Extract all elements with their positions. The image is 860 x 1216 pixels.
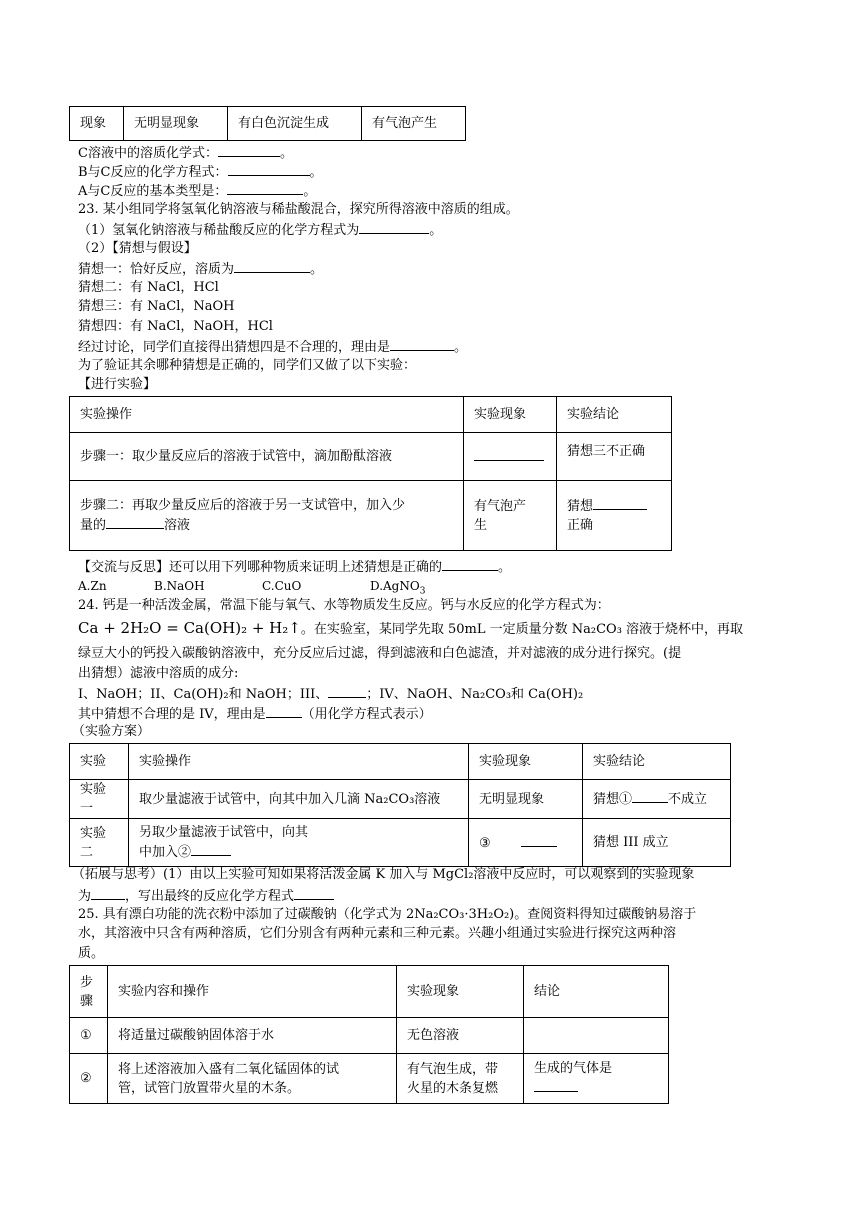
text: ，写出最终的反应化学方程式 <box>125 889 295 904</box>
q23-verify: 为了验证其余哪种猜想是正确的，同学们又做了以下实验： <box>78 358 417 373</box>
table-header <box>70 966 108 1018</box>
q24-line-6 <box>78 704 432 724</box>
table-cell: 无明显现象 <box>124 107 228 141</box>
text: 不成立 <box>668 792 708 807</box>
text: 。 <box>310 262 324 277</box>
text: 经过讨论，同学们直接得出猜想四是不合理的，理由是 <box>78 340 391 355</box>
text: （1）氢氧化钠溶液与稀盐酸反应的化学方程式为 <box>78 223 360 238</box>
text: 猜想① <box>593 792 633 807</box>
text: 猜想 <box>567 499 594 514</box>
table-cell <box>583 780 731 819</box>
text: 。 <box>279 146 293 161</box>
table-cell <box>70 481 464 551</box>
q24-line-4: 出猜想）滤液中溶质的成分: <box>78 666 239 681</box>
q23-part-1 <box>78 220 442 240</box>
table-header: 实验操作 <box>70 397 464 433</box>
table-cell: 有气泡产生 <box>362 107 466 141</box>
table-cell: 猜想三不正确 <box>557 433 672 481</box>
answer-blank[interactable] <box>359 220 429 234</box>
text-line <box>139 842 458 862</box>
text: 有气泡产 <box>474 498 527 514</box>
answer-blank[interactable] <box>294 886 334 900</box>
table-header: 实验操作 <box>129 744 469 780</box>
table-cell <box>464 481 557 551</box>
answer-blank[interactable] <box>593 496 647 510</box>
option-b[interactable]: B.NaOH <box>154 579 205 593</box>
table-cell: 取少量滤液于试管中，向其中加入几滴 Na₂CO₃溶液 <box>129 780 469 819</box>
table-cell: 猜想 III 成立 <box>583 819 731 867</box>
q23-exp-title: 【进行实验】 <box>78 377 157 392</box>
table-cell <box>557 481 672 551</box>
text: 。 <box>429 223 443 238</box>
table-header: 实验现象 <box>464 397 557 433</box>
table-cell <box>129 819 469 867</box>
q24-equation-line <box>78 619 743 639</box>
table-header: 实验现象 <box>397 966 524 1018</box>
option-d[interactable] <box>370 579 426 597</box>
text: 将上述溶液加入盛有二氧化锰固体的试 <box>118 1061 340 1077</box>
text: 量的 <box>80 518 107 533</box>
table-header: 实验内容和操作 <box>108 966 397 1018</box>
table-cell <box>524 1054 669 1104</box>
text: （用化学方程式表示） <box>301 707 432 722</box>
table-cell <box>464 433 557 481</box>
table-header: 结论 <box>524 966 669 1018</box>
q24-scheme: （实验方案） <box>72 724 151 739</box>
text: 火星的木条复燃 <box>407 1080 499 1096</box>
text: 管，试管门放置带火星的木条。 <box>118 1080 301 1096</box>
text: 另取少量滤液于试管中，向其 <box>139 825 309 840</box>
table-cell <box>108 1054 397 1104</box>
text-line <box>567 496 661 516</box>
table-cell: 无明显现象 <box>469 780 583 819</box>
table-cell: ② <box>70 1054 108 1104</box>
answer-blank[interactable] <box>266 704 302 718</box>
table-cell: 将适量过碳酸钠固体溶于水 <box>108 1018 397 1054</box>
text: 。 <box>303 184 317 199</box>
answer-blank[interactable] <box>632 789 668 803</box>
q23-reflect <box>78 557 511 577</box>
q23-experiment-table <box>69 396 672 551</box>
guess-1 <box>78 259 323 279</box>
q22-line-1 <box>78 143 293 163</box>
text: D.AgNO <box>370 579 420 593</box>
option-a[interactable]: A.Zn <box>78 579 107 593</box>
text: 为 <box>78 889 92 904</box>
table-header: 实验结论 <box>583 744 731 780</box>
text: B与C反应的化学方程式： <box>78 165 228 180</box>
table-cell <box>524 1018 669 1054</box>
table-header: 实验现象 <box>469 744 583 780</box>
subscript: 3 <box>419 586 426 597</box>
answer-blank[interactable] <box>534 1078 578 1092</box>
table-cell: 有白色沉淀生成 <box>228 107 362 141</box>
table-cell: ① <box>70 1018 108 1054</box>
text: 有气泡生成，带 <box>407 1061 499 1077</box>
table-cell <box>469 819 583 867</box>
text: 。 <box>498 560 512 575</box>
answer-blank[interactable] <box>390 337 454 351</box>
q23-part-2: （2）【猜想与假设】 <box>78 241 197 256</box>
q25-line-1: 25. 具有漂白功能的洗衣粉中添加了过碳酸钠（化学式为 2Na₂CO₃·3H₂O₂)。查阅资料得知过碳酸钠易溶于 <box>78 907 697 922</box>
text: 溶液 <box>164 518 191 533</box>
answer-blank[interactable] <box>191 842 231 856</box>
text: 【交流与反思】还可以用下列哪种物质来证明上述猜想是正确的 <box>78 560 443 575</box>
text: 其中猜想不合理的是 IV，理由是 <box>78 707 266 722</box>
guess-2: 猜想二：有 NaCl，HCl <box>78 280 219 295</box>
q23-title: 23. 某小组同学将氢氧化钠溶液与稀盐酸混合，探究所得溶液中溶质的组成。 <box>78 202 519 217</box>
text-line <box>534 1078 658 1098</box>
option-c[interactable]: C.CuO <box>262 579 302 593</box>
text: 生 <box>474 517 488 533</box>
table-cell: 步骤一：取少量反应后的溶液于试管中，滴加酚酞溶液 <box>70 433 464 481</box>
q24-line-3: 绿豆大小的钙投入碳酸钠溶液中，充分反应后过滤，得到滤液和白色滤渣，并对滤液的成分进行探究。(提 <box>78 646 682 661</box>
answer-blank[interactable] <box>521 833 557 847</box>
text: A与C反应的基本类型是： <box>78 184 228 199</box>
answer-blank[interactable] <box>228 162 310 176</box>
equation: Ca + 2H₂O = Ca(OH)₂ + H₂↑ <box>78 619 301 637</box>
text: 骤 <box>80 993 94 1009</box>
answer-blank[interactable] <box>474 447 544 461</box>
answer-blank[interactable] <box>234 259 310 273</box>
text: ；IV、NaOH、Na₂CO₃和 Ca(OH)₂ <box>366 687 584 702</box>
q24-extension-2 <box>78 886 334 906</box>
text: 生成的气体是 <box>534 1061 613 1076</box>
answer-blank[interactable] <box>227 181 303 195</box>
guess-3: 猜想三：有 NaCl，NaOH <box>78 299 235 314</box>
table-cell: 现象 <box>70 107 124 141</box>
text: 步 <box>80 974 94 990</box>
answer-blank[interactable] <box>328 684 366 698</box>
q24-line-5 <box>78 684 583 704</box>
top-result-table <box>69 106 466 141</box>
answer-blank[interactable] <box>218 143 280 157</box>
q22-line-2 <box>78 162 323 182</box>
text: ③ <box>479 835 491 851</box>
q25-line-2: 水，其溶液中只含有两种溶质，它们分别含有两种元素和三种元素。兴趣小组通过实验进行探究这两种溶 <box>78 926 677 941</box>
q24-extension-1: （拓展与思考）(1）由以上实验可知如果将活泼金属 K 加入与 MgCl₂溶液中反应时，可以观察到的实验现象 <box>72 867 695 882</box>
table-cell: 无色溶液 <box>397 1018 524 1054</box>
answer-blank[interactable] <box>442 557 498 571</box>
table-cell <box>397 1054 524 1104</box>
table-cell: 实验一 <box>70 780 129 819</box>
guess-4: 猜想四：有 NaCl，NaOH，HCl <box>78 319 273 334</box>
answer-blank[interactable] <box>106 515 164 529</box>
q23-reason <box>78 337 467 357</box>
text: 步骤二：再取少量反应后的溶液于另一支试管中，加入少 <box>80 498 406 513</box>
q25-line-3: 质。 <box>78 946 105 961</box>
q24-intro: 24. 钙是一种活泼金属，常温下能与氧气、水等物质发生反应。钙与水反应的化学方程式为： <box>78 598 610 613</box>
text: C溶液中的溶质化学式： <box>78 146 218 161</box>
text: 猜想一：恰好反应，溶质为 <box>78 262 235 277</box>
q24-experiment-table <box>69 743 731 867</box>
text: 中加入② <box>139 845 192 860</box>
table-header: 实验 <box>70 744 129 780</box>
table-cell: 实验二 <box>70 819 129 867</box>
text: 。 <box>309 165 323 180</box>
answer-blank[interactable] <box>91 886 125 900</box>
text: 正确 <box>567 518 594 533</box>
q25-experiment-table <box>69 965 669 1104</box>
table-header: 实验结论 <box>557 397 672 433</box>
text: 。 <box>454 340 468 355</box>
text: 。在实验室，某同学先取 50mL 一定质量分数 Na₂CO₃ 溶液于烧杯中，再取 <box>300 622 744 637</box>
text-line <box>80 515 453 535</box>
text: I、NaOH；II、Ca(OH)₂和 NaOH；III、 <box>78 687 329 702</box>
q22-line-3 <box>78 181 316 201</box>
